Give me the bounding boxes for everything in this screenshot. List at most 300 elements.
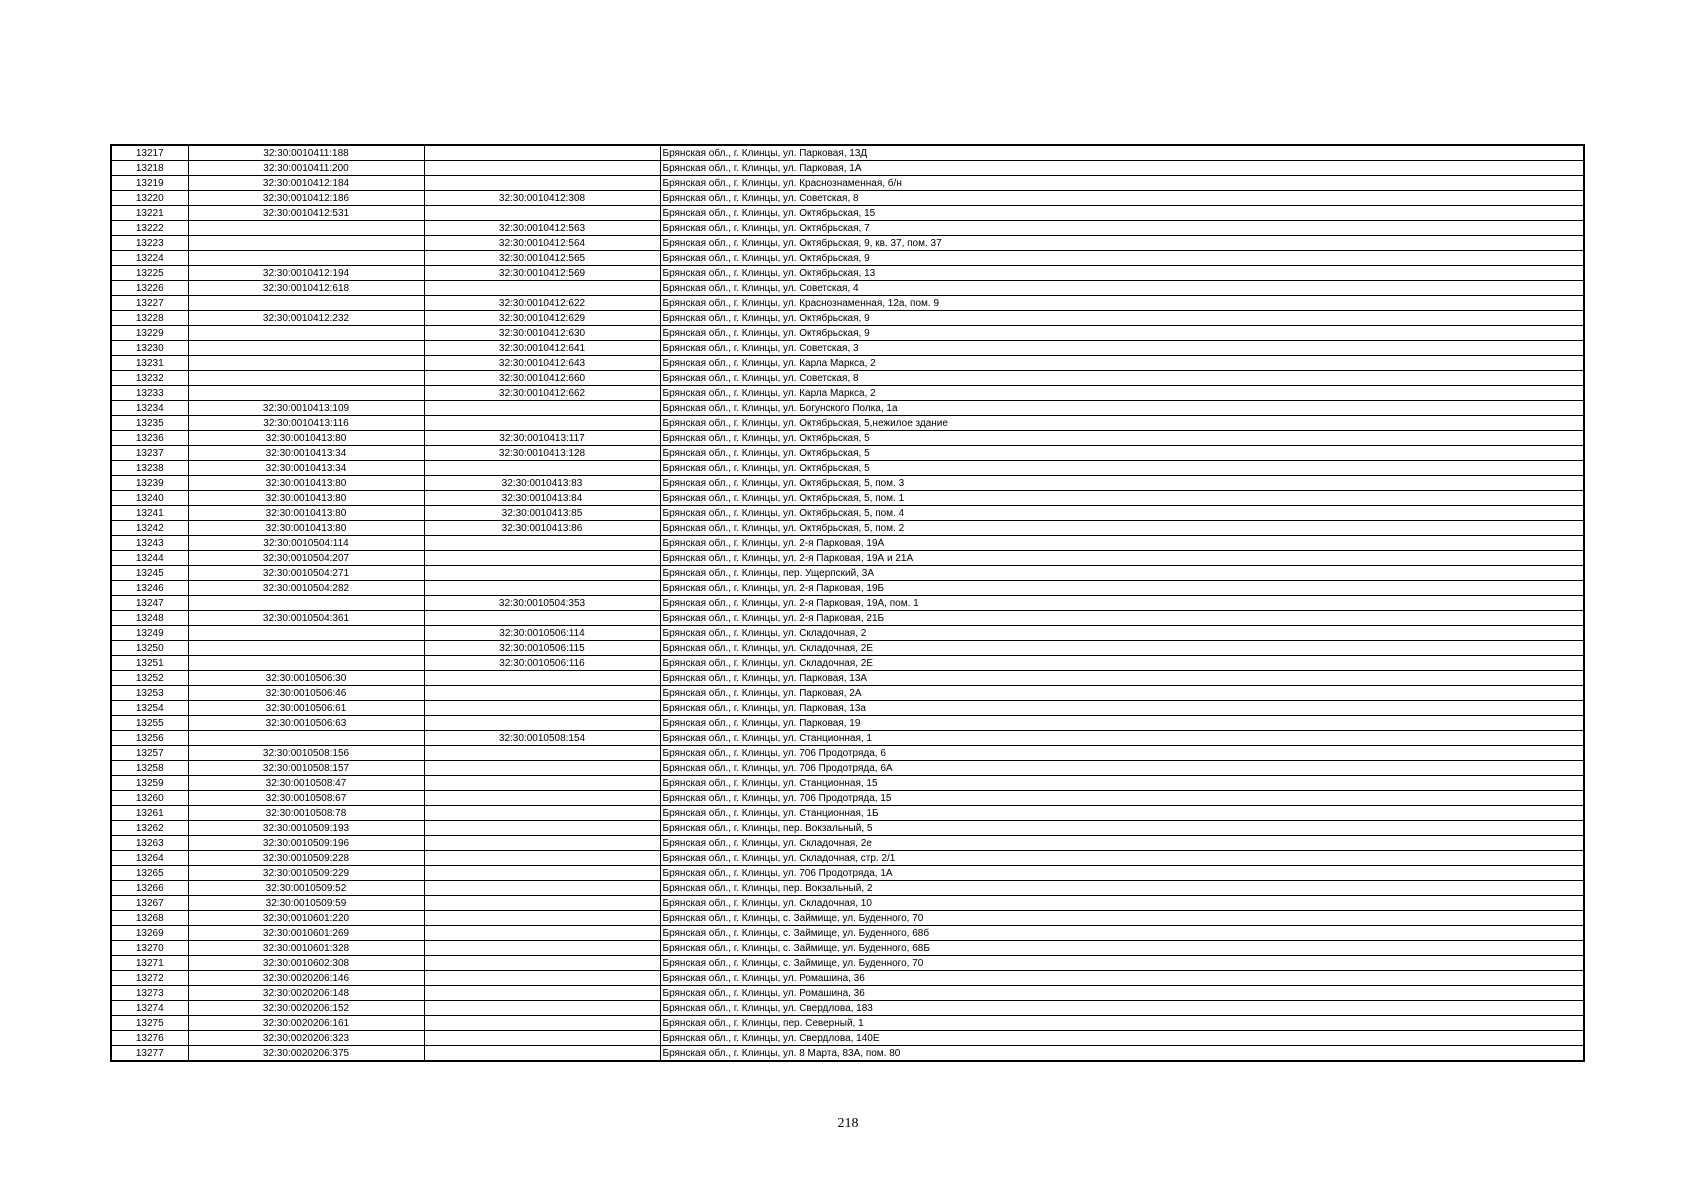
table-row <box>111 1031 1584 1046</box>
address-cell: Брянская обл., г. Клинцы, ул. 706 Продотряда, 15 <box>660 791 1584 806</box>
cadastral-number-cell: 32:30:0010602:308 <box>188 956 424 971</box>
address-cell: Брянская обл., г. Клинцы, с. Займище, ул. Буденного, 70 <box>660 956 1584 971</box>
table-row <box>111 671 1584 686</box>
row-number-cell: 13256 <box>111 731 188 746</box>
related-cadastral-number-cell <box>424 911 660 926</box>
cadastral-number-cell: 32:30:0010509:193 <box>188 821 424 836</box>
related-cadastral-number-cell <box>424 701 660 716</box>
table-row <box>111 191 1584 206</box>
row-number-cell: 13245 <box>111 566 188 581</box>
row-number-cell: 13230 <box>111 341 188 356</box>
address-cell: Брянская обл., г. Клинцы, ул. Октябрьская, 5 <box>660 431 1584 446</box>
cadastral-number-cell: 32:30:0010506:61 <box>188 701 424 716</box>
cadastral-number-cell: 32:30:0010509:229 <box>188 866 424 881</box>
cadastral-number-cell: 32:30:0010509:59 <box>188 896 424 911</box>
table-row <box>111 281 1584 296</box>
cadastral-number-cell: 32:30:0010413:34 <box>188 446 424 461</box>
cadastral-number-cell <box>188 236 424 251</box>
address-cell: Брянская обл., г. Клинцы, с. Займище, ул. Буденного, 70 <box>660 911 1584 926</box>
related-cadastral-number-cell <box>424 671 660 686</box>
address-cell: Брянская обл., г. Клинцы, ул. Октябрьская, 5, пом. 2 <box>660 521 1584 536</box>
table-row <box>111 911 1584 926</box>
row-number-cell: 13271 <box>111 956 188 971</box>
row-number-cell: 13272 <box>111 971 188 986</box>
cadastral-number-cell: 32:30:0010601:328 <box>188 941 424 956</box>
table-row <box>111 416 1584 431</box>
address-cell: Брянская обл., г. Клинцы, ул. Советская, 8 <box>660 191 1584 206</box>
row-number-cell: 13224 <box>111 251 188 266</box>
row-number-cell: 13223 <box>111 236 188 251</box>
row-number-cell: 13240 <box>111 491 188 506</box>
row-number-cell: 13276 <box>111 1031 188 1046</box>
cadastral-number-cell: 32:30:0010413:34 <box>188 461 424 476</box>
row-number-cell: 13258 <box>111 761 188 776</box>
address-cell: Брянская обл., г. Клинцы, ул. Складочная, 2Е <box>660 656 1584 671</box>
cadastral-number-cell: 32:30:0010508:47 <box>188 776 424 791</box>
related-cadastral-number-cell <box>424 161 660 176</box>
address-cell: Брянская обл., г. Клинцы, ул. Советская, 3 <box>660 341 1584 356</box>
table-row <box>111 581 1584 596</box>
row-number-cell: 13227 <box>111 296 188 311</box>
address-cell: Брянская обл., г. Клинцы, ул. Октябрьская, 5, пом. 4 <box>660 506 1584 521</box>
related-cadastral-number-cell: 32:30:0010412:565 <box>424 251 660 266</box>
address-cell: Брянская обл., г. Клинцы, ул. Краснознаменная, б/н <box>660 176 1584 191</box>
related-cadastral-number-cell: 32:30:0010412:641 <box>424 341 660 356</box>
table-row <box>111 716 1584 731</box>
address-cell: Брянская обл., г. Клинцы, ул. Октябрьская, 5, пом. 3 <box>660 476 1584 491</box>
cadastral-number-cell <box>188 221 424 236</box>
table-row <box>111 311 1584 326</box>
related-cadastral-number-cell <box>424 821 660 836</box>
row-number-cell: 13232 <box>111 371 188 386</box>
address-cell: Брянская обл., г. Клинцы, ул. Складочная, 2е <box>660 836 1584 851</box>
row-number-cell: 13262 <box>111 821 188 836</box>
cadastral-number-cell <box>188 341 424 356</box>
related-cadastral-number-cell <box>424 866 660 881</box>
cadastral-number-cell: 32:30:0010412:531 <box>188 206 424 221</box>
row-number-cell: 13238 <box>111 461 188 476</box>
table-row <box>111 851 1584 866</box>
address-cell: Брянская обл., г. Клинцы, ул. Советская, 8 <box>660 371 1584 386</box>
related-cadastral-number-cell: 32:30:0010506:116 <box>424 656 660 671</box>
cadastral-number-cell: 32:30:0010412:186 <box>188 191 424 206</box>
cadastral-number-cell: 32:30:0010504:361 <box>188 611 424 626</box>
address-cell: Брянская обл., г. Клинцы, ул. Свердлова, 140Е <box>660 1031 1584 1046</box>
related-cadastral-number-cell: 32:30:0010413:128 <box>424 446 660 461</box>
related-cadastral-number-cell <box>424 881 660 896</box>
row-number-cell: 13246 <box>111 581 188 596</box>
table-row <box>111 1001 1584 1016</box>
row-number-cell: 13239 <box>111 476 188 491</box>
row-number-cell: 13244 <box>111 551 188 566</box>
table-row <box>111 206 1584 221</box>
related-cadastral-number-cell <box>424 686 660 701</box>
row-number-cell: 13268 <box>111 911 188 926</box>
row-number-cell: 13261 <box>111 806 188 821</box>
address-cell: Брянская обл., г. Клинцы, ул. Октябрьская, 5, пом. 1 <box>660 491 1584 506</box>
related-cadastral-number-cell <box>424 791 660 806</box>
table-row <box>111 491 1584 506</box>
table-row <box>111 221 1584 236</box>
cadastral-number-cell: 32:30:0010504:114 <box>188 536 424 551</box>
row-number-cell: 13241 <box>111 506 188 521</box>
address-cell: Брянская обл., г. Клинцы, ул. Складочная, стр. 2/1 <box>660 851 1584 866</box>
address-cell: Брянская обл., г. Клинцы, ул. Октябрьская, 15 <box>660 206 1584 221</box>
address-cell: Брянская обл., г. Клинцы, ул. Октябрьская, 9, кв. 37, пом. 37 <box>660 236 1584 251</box>
table-row <box>111 371 1584 386</box>
related-cadastral-number-cell: 32:30:0010412:569 <box>424 266 660 281</box>
row-number-cell: 13250 <box>111 641 188 656</box>
related-cadastral-number-cell <box>424 836 660 851</box>
table-row <box>111 145 1584 161</box>
related-cadastral-number-cell <box>424 851 660 866</box>
cadastral-number-cell: 32:30:0010413:116 <box>188 416 424 431</box>
row-number-cell: 13267 <box>111 896 188 911</box>
cadastral-number-cell: 32:30:0010413:80 <box>188 476 424 491</box>
row-number-cell: 13274 <box>111 1001 188 1016</box>
table-row <box>111 791 1584 806</box>
row-number-cell: 13247 <box>111 596 188 611</box>
cadastral-number-cell: 32:30:0020206:161 <box>188 1016 424 1031</box>
table-row <box>111 761 1584 776</box>
table-row <box>111 296 1584 311</box>
related-cadastral-number-cell: 32:30:0010412:630 <box>424 326 660 341</box>
row-number-cell: 13249 <box>111 626 188 641</box>
related-cadastral-number-cell: 32:30:0010412:643 <box>424 356 660 371</box>
row-number-cell: 13221 <box>111 206 188 221</box>
related-cadastral-number-cell <box>424 461 660 476</box>
related-cadastral-number-cell <box>424 281 660 296</box>
row-number-cell: 13222 <box>111 221 188 236</box>
address-cell: Брянская обл., г. Клинцы, ул. Октябрьская, 9 <box>660 311 1584 326</box>
row-number-cell: 13220 <box>111 191 188 206</box>
address-cell: Брянская обл., г. Клинцы, ул. 706 Продотряда, 6 <box>660 746 1584 761</box>
address-cell: Брянская обл., г. Клинцы, ул. Парковая, 13А <box>660 671 1584 686</box>
cadastral-number-cell <box>188 386 424 401</box>
cadastral-number-cell: 32:30:0020206:148 <box>188 986 424 1001</box>
related-cadastral-number-cell <box>424 776 660 791</box>
related-cadastral-number-cell: 32:30:0010506:114 <box>424 626 660 641</box>
cadastral-number-cell: 32:30:0010412:184 <box>188 176 424 191</box>
cadastral-number-cell: 32:30:0020206:375 <box>188 1046 424 1062</box>
related-cadastral-number-cell: 32:30:0010412:660 <box>424 371 660 386</box>
table-row <box>111 746 1584 761</box>
cadastral-number-cell: 32:30:0010509:228 <box>188 851 424 866</box>
related-cadastral-number-cell: 32:30:0010413:84 <box>424 491 660 506</box>
cadastral-number-cell: 32:30:0010508:156 <box>188 746 424 761</box>
row-number-cell: 13231 <box>111 356 188 371</box>
table-row <box>111 686 1584 701</box>
address-cell: Брянская обл., г. Клинцы, пер. Северный, 1 <box>660 1016 1584 1031</box>
cadastral-number-cell: 32:30:0010413:80 <box>188 431 424 446</box>
related-cadastral-number-cell <box>424 986 660 1001</box>
address-cell: Брянская обл., г. Клинцы, ул. Станционная, 1 <box>660 731 1584 746</box>
row-number-cell: 13264 <box>111 851 188 866</box>
row-number-cell: 13257 <box>111 746 188 761</box>
address-cell: Брянская обл., г. Клинцы, пер. Ущерпский, 3А <box>660 566 1584 581</box>
property-registry-table <box>110 144 1585 1062</box>
cadastral-number-cell <box>188 596 424 611</box>
cadastral-number-cell: 32:30:0010504:207 <box>188 551 424 566</box>
address-cell: Брянская обл., г. Клинцы, ул. Складочная, 2Е <box>660 641 1584 656</box>
cadastral-number-cell: 32:30:0020206:152 <box>188 1001 424 1016</box>
related-cadastral-number-cell: 32:30:0010508:154 <box>424 731 660 746</box>
related-cadastral-number-cell <box>424 806 660 821</box>
row-number-cell: 13273 <box>111 986 188 1001</box>
related-cadastral-number-cell <box>424 401 660 416</box>
address-cell: Брянская обл., г. Клинцы, ул. Ромашина, 36 <box>660 971 1584 986</box>
related-cadastral-number-cell: 32:30:0010413:83 <box>424 476 660 491</box>
address-cell: Брянская обл., г. Клинцы, ул. 2-я Парковая, 19А <box>660 536 1584 551</box>
cadastral-number-cell: 32:30:0010412:618 <box>188 281 424 296</box>
row-number-cell: 13253 <box>111 686 188 701</box>
row-number-cell: 13229 <box>111 326 188 341</box>
table-row <box>111 551 1584 566</box>
cadastral-number-cell: 32:30:0010412:194 <box>188 266 424 281</box>
table-row <box>111 866 1584 881</box>
table-row <box>111 656 1584 671</box>
address-cell: Брянская обл., г. Клинцы, ул. Богунского Полка, 1а <box>660 401 1584 416</box>
address-cell: Брянская обл., г. Клинцы, ул. Парковая, 19 <box>660 716 1584 731</box>
related-cadastral-number-cell <box>424 536 660 551</box>
row-number-cell: 13260 <box>111 791 188 806</box>
related-cadastral-number-cell: 32:30:0010412:308 <box>424 191 660 206</box>
row-number-cell: 13259 <box>111 776 188 791</box>
related-cadastral-number-cell: 32:30:0010412:563 <box>424 221 660 236</box>
cadastral-number-cell <box>188 326 424 341</box>
related-cadastral-number-cell: 32:30:0010412:564 <box>424 236 660 251</box>
cadastral-number-cell: 32:30:0010504:271 <box>188 566 424 581</box>
table-row <box>111 971 1584 986</box>
related-cadastral-number-cell: 32:30:0010412:629 <box>424 311 660 326</box>
address-cell: Брянская обл., г. Клинцы, ул. Станционная, 15 <box>660 776 1584 791</box>
cadastral-number-cell: 32:30:0010601:220 <box>188 911 424 926</box>
table-row <box>111 236 1584 251</box>
row-number-cell: 13263 <box>111 836 188 851</box>
row-number-cell: 13219 <box>111 176 188 191</box>
cadastral-number-cell <box>188 251 424 266</box>
table-row <box>111 176 1584 191</box>
table-row <box>111 926 1584 941</box>
cadastral-number-cell: 32:30:0010413:80 <box>188 521 424 536</box>
address-cell: Брянская обл., г. Клинцы, ул. Карла Маркса, 2 <box>660 386 1584 401</box>
cadastral-number-cell: 32:30:0020206:323 <box>188 1031 424 1046</box>
table-row <box>111 251 1584 266</box>
table-row <box>111 521 1584 536</box>
address-cell: Брянская обл., г. Клинцы, ул. Октябрьская, 13 <box>660 266 1584 281</box>
address-cell: Брянская обл., г. Клинцы, ул. Октябрьская, 7 <box>660 221 1584 236</box>
cadastral-number-cell: 32:30:0010509:52 <box>188 881 424 896</box>
address-cell: Брянская обл., г. Клинцы, ул. 2-я Парковая, 19А, пом. 1 <box>660 596 1584 611</box>
related-cadastral-number-cell: 32:30:0010506:115 <box>424 641 660 656</box>
address-cell: Брянская обл., г. Клинцы, ул. 8 Марта, 83А, пом. 80 <box>660 1046 1584 1062</box>
address-cell: Брянская обл., г. Клинцы, ул. Советская, 4 <box>660 281 1584 296</box>
table-row <box>111 506 1584 521</box>
cadastral-number-cell <box>188 641 424 656</box>
related-cadastral-number-cell <box>424 761 660 776</box>
table-row <box>111 881 1584 896</box>
cadastral-number-cell: 32:30:0010506:30 <box>188 671 424 686</box>
related-cadastral-number-cell <box>424 926 660 941</box>
related-cadastral-number-cell <box>424 551 660 566</box>
related-cadastral-number-cell <box>424 176 660 191</box>
related-cadastral-number-cell <box>424 566 660 581</box>
row-number-cell: 13265 <box>111 866 188 881</box>
cadastral-number-cell: 32:30:0010504:282 <box>188 581 424 596</box>
table-row <box>111 896 1584 911</box>
row-number-cell: 13251 <box>111 656 188 671</box>
cadastral-number-cell <box>188 356 424 371</box>
table-row <box>111 356 1584 371</box>
cadastral-number-cell: 32:30:0010411:188 <box>188 145 424 161</box>
row-number-cell: 13277 <box>111 1046 188 1062</box>
related-cadastral-number-cell <box>424 611 660 626</box>
row-number-cell: 13233 <box>111 386 188 401</box>
cadastral-number-cell: 32:30:0010508:78 <box>188 806 424 821</box>
address-cell: Брянская обл., г. Клинцы, ул. Складочная, 2 <box>660 626 1584 641</box>
table-row <box>111 401 1584 416</box>
address-cell: Брянская обл., г. Клинцы, ул. Краснознаменная, 12а, пом. 9 <box>660 296 1584 311</box>
row-number-cell: 13226 <box>111 281 188 296</box>
table-row <box>111 956 1584 971</box>
row-number-cell: 13234 <box>111 401 188 416</box>
address-cell: Брянская обл., г. Клинцы, ул. Октябрьская, 9 <box>660 326 1584 341</box>
row-number-cell: 13255 <box>111 716 188 731</box>
address-cell: Брянская обл., г. Клинцы, ул. Ромашина, 36 <box>660 986 1584 1001</box>
address-cell: Брянская обл., г. Клинцы, ул. Свердлова, 183 <box>660 1001 1584 1016</box>
row-number-cell: 13217 <box>111 145 188 161</box>
row-number-cell: 13266 <box>111 881 188 896</box>
page-number: 218 <box>837 1116 859 1131</box>
address-cell: Брянская обл., г. Клинцы, ул. Парковая, 1А <box>660 161 1584 176</box>
cadastral-number-cell: 32:30:0010413:80 <box>188 491 424 506</box>
row-number-cell: 13252 <box>111 671 188 686</box>
cadastral-number-cell: 32:30:0010508:67 <box>188 791 424 806</box>
related-cadastral-number-cell: 32:30:0010504:353 <box>424 596 660 611</box>
cadastral-number-cell: 32:30:0010601:269 <box>188 926 424 941</box>
cadastral-number-cell <box>188 296 424 311</box>
table-row <box>111 326 1584 341</box>
row-number-cell: 13243 <box>111 536 188 551</box>
table-row <box>111 776 1584 791</box>
related-cadastral-number-cell <box>424 416 660 431</box>
cadastral-number-cell <box>188 626 424 641</box>
row-number-cell: 13228 <box>111 311 188 326</box>
row-number-cell: 13236 <box>111 431 188 446</box>
row-number-cell: 13242 <box>111 521 188 536</box>
related-cadastral-number-cell: 32:30:0010412:662 <box>424 386 660 401</box>
address-cell: Брянская обл., г. Клинцы, пер. Вокзальный, 2 <box>660 881 1584 896</box>
cadastral-number-cell: 32:30:0010412:232 <box>188 311 424 326</box>
row-number-cell: 13248 <box>111 611 188 626</box>
row-number-cell: 13235 <box>111 416 188 431</box>
address-cell: Брянская обл., г. Клинцы, с. Займище, ул. Буденного, 68Б <box>660 941 1584 956</box>
related-cadastral-number-cell <box>424 746 660 761</box>
row-number-cell: 13254 <box>111 701 188 716</box>
address-cell: Брянская обл., г. Клинцы, ул. Складочная, 10 <box>660 896 1584 911</box>
table-row <box>111 836 1584 851</box>
table-row <box>111 626 1584 641</box>
table-row <box>111 431 1584 446</box>
related-cadastral-number-cell: 32:30:0010413:85 <box>424 506 660 521</box>
address-cell: Брянская обл., г. Клинцы, ул. Парковая, 13а <box>660 701 1584 716</box>
cadastral-number-cell: 32:30:0010508:157 <box>188 761 424 776</box>
row-number-cell: 13270 <box>111 941 188 956</box>
address-cell: Брянская обл., г. Клинцы, ул. 706 Продотряда, 1А <box>660 866 1584 881</box>
address-cell: Брянская обл., г. Клинцы, ул. 706 Продотряда, 6А <box>660 761 1584 776</box>
related-cadastral-number-cell <box>424 145 660 161</box>
row-number-cell: 13269 <box>111 926 188 941</box>
cadastral-number-cell: 32:30:0020206:146 <box>188 971 424 986</box>
related-cadastral-number-cell <box>424 896 660 911</box>
table-row <box>111 806 1584 821</box>
row-number-cell: 13218 <box>111 161 188 176</box>
table-row <box>111 461 1584 476</box>
address-cell: Брянская обл., г. Клинцы, ул. 2-я Парковая, 19А и 21А <box>660 551 1584 566</box>
cadastral-number-cell: 32:30:0010506:46 <box>188 686 424 701</box>
address-cell: Брянская обл., г. Клинцы, ул. Октябрьская, 9 <box>660 251 1584 266</box>
address-cell: Брянская обл., г. Клинцы, ул. Октябрьская, 5 <box>660 446 1584 461</box>
related-cadastral-number-cell <box>424 206 660 221</box>
related-cadastral-number-cell <box>424 581 660 596</box>
table-row <box>111 566 1584 581</box>
related-cadastral-number-cell <box>424 941 660 956</box>
address-cell: Брянская обл., г. Клинцы, ул. Карла Маркса, 2 <box>660 356 1584 371</box>
related-cadastral-number-cell <box>424 956 660 971</box>
address-cell: Брянская обл., г. Клинцы, ул. Октябрьская, 5,нежилое здание <box>660 416 1584 431</box>
table-row <box>111 476 1584 491</box>
address-cell: Брянская обл., г. Клинцы, ул. 2-я Парковая, 21Б <box>660 611 1584 626</box>
table-row <box>111 1046 1584 1062</box>
table-row <box>111 386 1584 401</box>
address-cell: Брянская обл., г. Клинцы, пер. Вокзальный, 5 <box>660 821 1584 836</box>
table-row <box>111 596 1584 611</box>
table-body <box>111 145 1584 1061</box>
cadastral-number-cell: 32:30:0010413:109 <box>188 401 424 416</box>
address-cell: Брянская обл., г. Клинцы, ул. Станционная, 1Б <box>660 806 1584 821</box>
cadastral-number-cell: 32:30:0010509:196 <box>188 836 424 851</box>
table-row <box>111 341 1584 356</box>
related-cadastral-number-cell: 32:30:0010412:622 <box>424 296 660 311</box>
table-row <box>111 161 1584 176</box>
table-row <box>111 536 1584 551</box>
related-cadastral-number-cell <box>424 1046 660 1062</box>
cadastral-number-cell: 32:30:0010506:63 <box>188 716 424 731</box>
cadastral-number-cell <box>188 371 424 386</box>
row-number-cell: 13237 <box>111 446 188 461</box>
related-cadastral-number-cell <box>424 716 660 731</box>
cadastral-number-cell <box>188 656 424 671</box>
table-row <box>111 731 1584 746</box>
address-cell: Брянская обл., г. Клинцы, ул. Октябрьская, 5 <box>660 461 1584 476</box>
table-row <box>111 941 1584 956</box>
address-cell: Брянская обл., г. Клинцы, ул. Парковая, 2А <box>660 686 1584 701</box>
related-cadastral-number-cell: 32:30:0010413:117 <box>424 431 660 446</box>
related-cadastral-number-cell <box>424 1001 660 1016</box>
address-cell: Брянская обл., г. Клинцы, с. Займище, ул. Буденного, 68б <box>660 926 1584 941</box>
address-cell: Брянская обл., г. Клинцы, ул. 2-я Парковая, 19Б <box>660 581 1584 596</box>
address-cell: Брянская обл., г. Клинцы, ул. Парковая, 13Д <box>660 145 1584 161</box>
related-cadastral-number-cell <box>424 1031 660 1046</box>
table-row <box>111 1016 1584 1031</box>
related-cadastral-number-cell: 32:30:0010413:86 <box>424 521 660 536</box>
related-cadastral-number-cell <box>424 1016 660 1031</box>
table-row <box>111 266 1584 281</box>
table-row <box>111 821 1584 836</box>
cadastral-number-cell: 32:30:0010413:80 <box>188 506 424 521</box>
table-row <box>111 611 1584 626</box>
cadastral-number-cell: 32:30:0010411:200 <box>188 161 424 176</box>
